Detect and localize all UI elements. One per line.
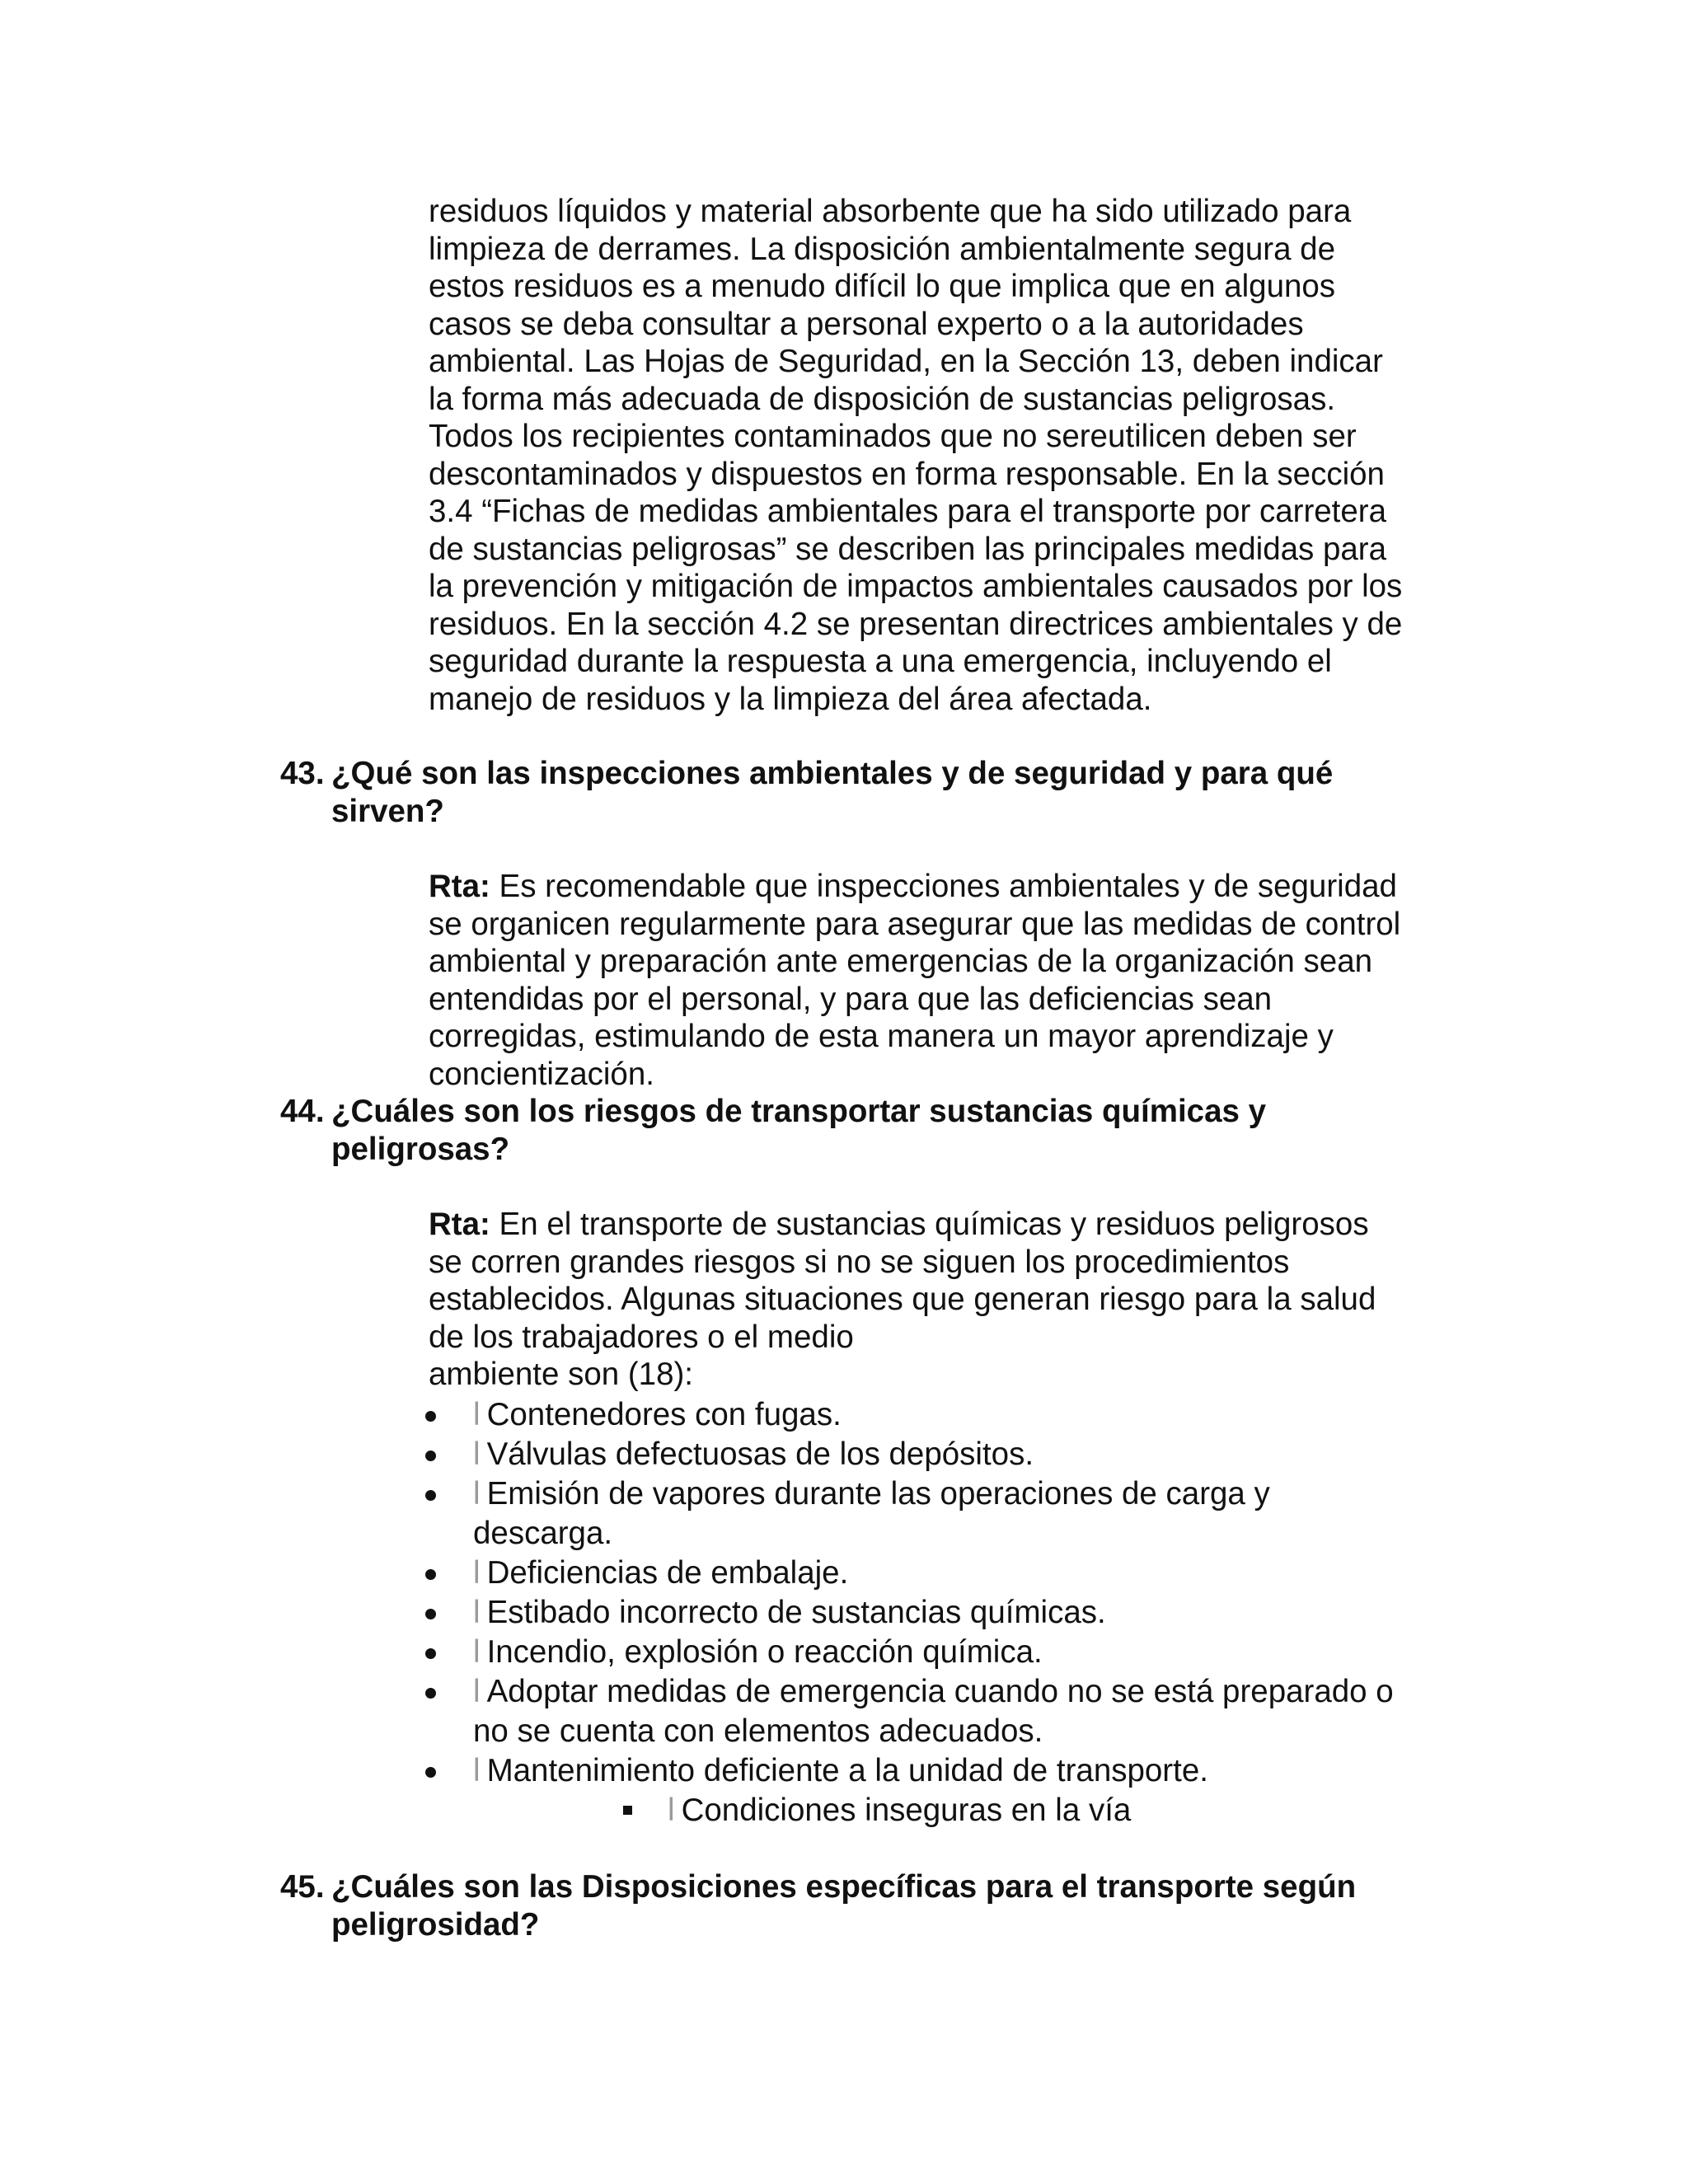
bar-glyph: l (473, 1753, 481, 1788)
paragraph-line: seguridad durante la respuesta a una emergencia, incluyendo el (429, 644, 1332, 679)
paragraph-line: casos se deba consultar a personal experto o a la autoridades (429, 306, 1304, 342)
bullet-dot-icon (425, 1609, 436, 1619)
bullet-dot-icon (425, 1767, 436, 1778)
paragraph-line: residuos. En la sección 4.2 se presentan directrices ambientales y de (429, 606, 1403, 642)
answer-first-text: Es recomendable que inspecciones ambientales y de seguridad (490, 869, 1397, 904)
list-item (422, 1593, 1452, 1633)
bullet-dot-icon (425, 1569, 436, 1580)
answer-line: se corren grandes riesgos si no se siguen los procedimientos (429, 1244, 1290, 1280)
paragraph-line: 3.4 “Fichas de medidas ambientales para el transporte por carretera (429, 494, 1387, 529)
bullet-dot-icon (425, 1451, 436, 1461)
list-item-text-continuation: descarga. (473, 1516, 613, 1551)
paragraph-line: estos residuos es a menudo difícil lo que implica que en algunos (429, 269, 1336, 304)
paragraph-line: Todos los recipientes contaminados que no sereutilicen deben ser (429, 419, 1357, 454)
bar-glyph: l (668, 1793, 675, 1828)
answer-line: establecidos. Algunas situaciones que generan riesgo para la salud (429, 1282, 1376, 1317)
bullet-dot-icon (425, 1648, 436, 1659)
answer-first-text: En el transporte de sustancias químicas y residuos peligrosos (490, 1207, 1369, 1242)
list-item (422, 1395, 1452, 1435)
risk-list (422, 1395, 1452, 1791)
answer-line: concientización. (429, 1056, 654, 1092)
answer-line: ambiente son (18): (429, 1357, 694, 1392)
paragraph-line: ambiental. Las Hojas de Seguridad, en la Sección 13, deben indicar (429, 344, 1383, 379)
question-43 (280, 755, 1451, 830)
question-number: 45. (280, 1869, 325, 1905)
answer-line: de los trabajadores o el medio (429, 1319, 854, 1355)
bar-glyph: l (473, 1476, 481, 1511)
question-text-line: ¿Cuáles son los riesgos de transportar sustancias químicas y (331, 1094, 1267, 1129)
question-text-line: peligrosas? (331, 1131, 510, 1167)
answer-43 (429, 868, 1451, 1093)
question-text-line: ¿Cuáles son las Disposiciones específicas para el transporte según (331, 1869, 1357, 1905)
paragraph-line: limpieza de derrames. La disposición ambientalmente segura de (429, 231, 1335, 267)
list-item-text: Mantenimiento deficiente a la unidad de transporte. (486, 1753, 1208, 1788)
paragraph-line: la forma más adecuada de disposición de sustancias peligrosas. (429, 381, 1336, 417)
paragraph-line: descontaminados y dispuestos en forma responsable. En la sección (429, 456, 1385, 492)
answer-label: Rta: (429, 869, 490, 904)
bullet-dot-icon (425, 1411, 436, 1422)
question-text-line: peligrosidad? (331, 1906, 540, 1943)
list-item (422, 1554, 1452, 1593)
intro-paragraph (429, 193, 1451, 718)
bar-glyph: l (473, 1674, 481, 1709)
answer-label: Rta: (429, 1207, 490, 1242)
bar-glyph: l (473, 1634, 481, 1670)
list-item-text: Emisión de vapores durante las operaciones de carga y (486, 1476, 1270, 1511)
list-item-text: Válvulas defectuosas de los depósitos. (486, 1436, 1034, 1472)
answer-44 (429, 1206, 1451, 1394)
paragraph-line: de sustancias peligrosas” se describen las principales medidas para (429, 531, 1387, 567)
list-item-text: Deficiencias de embalaje. (486, 1555, 849, 1591)
paragraph-line: residuos líquidos y material absorbente que ha sido utilizado para (429, 194, 1352, 229)
square-bullet-icon (623, 1806, 632, 1815)
list-item (422, 1633, 1452, 1672)
question-number: 43. (280, 756, 325, 791)
bullet-dot-icon (425, 1490, 436, 1501)
sub-list-item (623, 1791, 1131, 1830)
answer-line: ambiental y preparación ante emergencias de la organización sean (429, 944, 1373, 979)
list-item-text-continuation: no se cuenta con elementos adecuados. (473, 1713, 1043, 1749)
answer-line: se organicen regularmente para asegurar que las medidas de control (429, 906, 1401, 942)
sub-list-item-text: Condiciones inseguras en la vía (681, 1793, 1132, 1828)
list-item-text: Adoptar medidas de emergencia cuando no se está preparado o (486, 1674, 1394, 1709)
question-number: 44. (280, 1094, 325, 1129)
list-item-text: Contenedores con fugas. (486, 1397, 842, 1432)
list-item-text: Incendio, explosión o reacción química. (486, 1634, 1043, 1670)
list-item (422, 1672, 1452, 1751)
question-44 (280, 1093, 1451, 1168)
bar-glyph: l (473, 1595, 481, 1630)
bar-glyph: l (473, 1555, 481, 1591)
list-item (422, 1751, 1452, 1791)
answer-first-line (429, 868, 1451, 906)
answer-line: entendidas por el personal, y para que las deficiencias sean (429, 981, 1273, 1017)
paragraph-line: la prevención y mitigación de impactos ambientales causados por los (429, 569, 1403, 604)
list-item-text: Estibado incorrecto de sustancias químicas. (486, 1595, 1106, 1630)
question-45 (280, 1868, 1451, 1943)
bullet-dot-icon (425, 1688, 436, 1699)
paragraph-line: manejo de residuos y la limpieza del área afectada. (429, 681, 1152, 717)
question-text-line: sirven? (331, 793, 444, 829)
list-item (422, 1435, 1452, 1474)
answer-first-line (429, 1206, 1451, 1244)
bar-glyph: l (473, 1397, 481, 1432)
list-item (422, 1474, 1452, 1554)
question-text-line: ¿Qué son las inspecciones ambientales y de seguridad y para qué (331, 756, 1334, 791)
bar-glyph: l (473, 1436, 481, 1472)
answer-line: corregidas, estimulando de esta manera un mayor aprendizaje y (429, 1019, 1334, 1054)
